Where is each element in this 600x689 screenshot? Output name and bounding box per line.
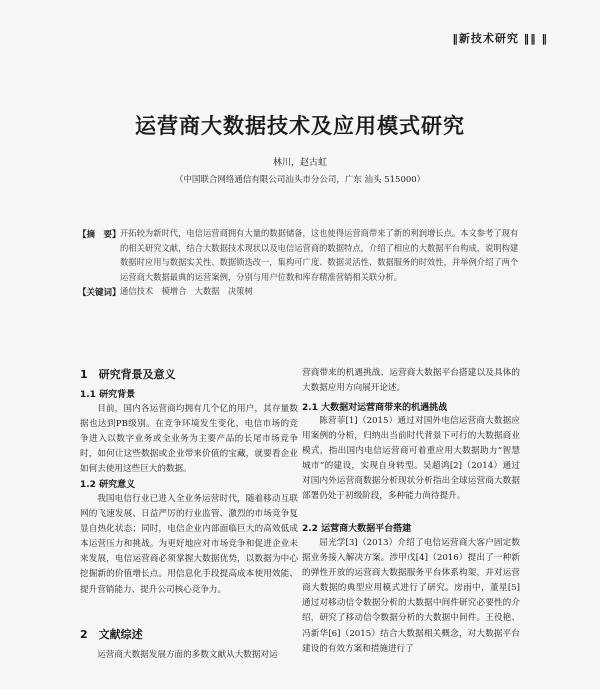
section-2-2-heading: 2.2 运营商大数据平台搭建 bbox=[302, 524, 412, 534]
article-authors: 林川，赵古虹 bbox=[272, 158, 327, 168]
section-1-1-text: 目前，国内各运营商均拥有几个亿的用户，其存量数据也达到PB级别。在竞争环境发生变化，电信市场的竞争进入以数字业务或全业务为主要产品的长尾市场竞争时，如何让这些数据或企业带来价值的宝藏，就要看企业如何去使用这些巨大的数据。 bbox=[80, 404, 298, 475]
section-2-intro-continued: 营商带来的机遇挑战、运营商大数据平台搭建以及具体的大数据应用方向展开论述。 bbox=[302, 368, 520, 394]
abstract-text: 开拓较为新时代，电信运营商拥有大量的数据储备，这也使得运营商带来了新的利润增长点。本文参考了现有的相关研究文献，结合大数据技术现状以及电信运营商的数据特点，介绍了相应的大数据平台构成，说明构建数据时应用与数据实关性、数据锁迭改一，集构可广度、数据灵活性、数据服务的时效性，并举例介绍了两个运营商大数据最典的运营案例，分别与用户位数和库存精准营销相关联分析。 bbox=[120, 228, 519, 282]
article-title: 运营商大数据技术及应用模式研究 bbox=[135, 114, 465, 138]
journal-section-header: ‖新技术研究 ‖‖ ‖ bbox=[452, 32, 548, 45]
section-2-text: 运营商大数据发展方面的多数文献从大数据对运 bbox=[97, 650, 278, 660]
section-1-2-text: 我国电信行业已进入全业务运营时代，随着移动互联网的飞速发展、日益严厉的行业监管、激烈的市场竞争复显自热化状态；同时，电信企业内部面临巨大的高效低成本运营压力和挑战。为更好地应对市场竞争和促进企业未来发展，电信运营商必须掌握大数据优势，以数据为中心挖掘新的价值增长点。用信息化手段提高成本使用效能、提升营销能力、提升公司核心竞争力。 bbox=[80, 494, 298, 595]
section-2-1-text: 陈营菲[1]（2015）通过对国外电信运营商大数据应用案例的分析，归纳出当前时代背景下可行的大数据商业模式，指出国内电信运营商可着重应用大数据助力“智慧城市”的建设，实现自身转型。吴超鸿[2]（2014）通过对国内外运营商数据分析现状分析指出全球运营商大数据部署仍处于初级阶段，多种能力尚待提升。 bbox=[302, 416, 520, 502]
section-1-1-heading: 1.1 研究背景 bbox=[80, 390, 136, 400]
section-1-2-heading: 1.2 研究意义 bbox=[80, 480, 136, 490]
article-affiliation: （中国联合网络通信有限公司汕头市分公司，广东 汕头 515000） bbox=[174, 175, 426, 185]
keywords-label: 【关键词】 bbox=[78, 288, 121, 298]
abstract-label: 【摘 要】 bbox=[78, 230, 121, 240]
section-2-heading: 2 文献综述 bbox=[80, 628, 143, 641]
section-1-heading: 1 研究背景及意义 bbox=[80, 368, 176, 381]
keywords-text: 通信技术 模增合 大数据 决策树 bbox=[120, 286, 253, 296]
section-2-1-heading: 2.1 大数据对运营商带来的机遇挑战 bbox=[302, 403, 448, 413]
section-2-2-text: 屈光学[3]（2013）介绍了电信运营商大客户固定数据业务接入解决方案。涉甲戊[4]（2016）提出了一种新的弹性开放的运营商大数据服务平台体系构架，并对运营商大数据的典型应用模式进行了研究。房雨中，董星[5]通过对移动信令数据分析的大数据中间件研究必要性的介绍，研究了移动信令数据分析的大数据中间件。王役艳、冯新华[6]（2015）结合大数据相关概念，对大数据平台建设的有效方案和措施进行了 bbox=[302, 538, 520, 654]
